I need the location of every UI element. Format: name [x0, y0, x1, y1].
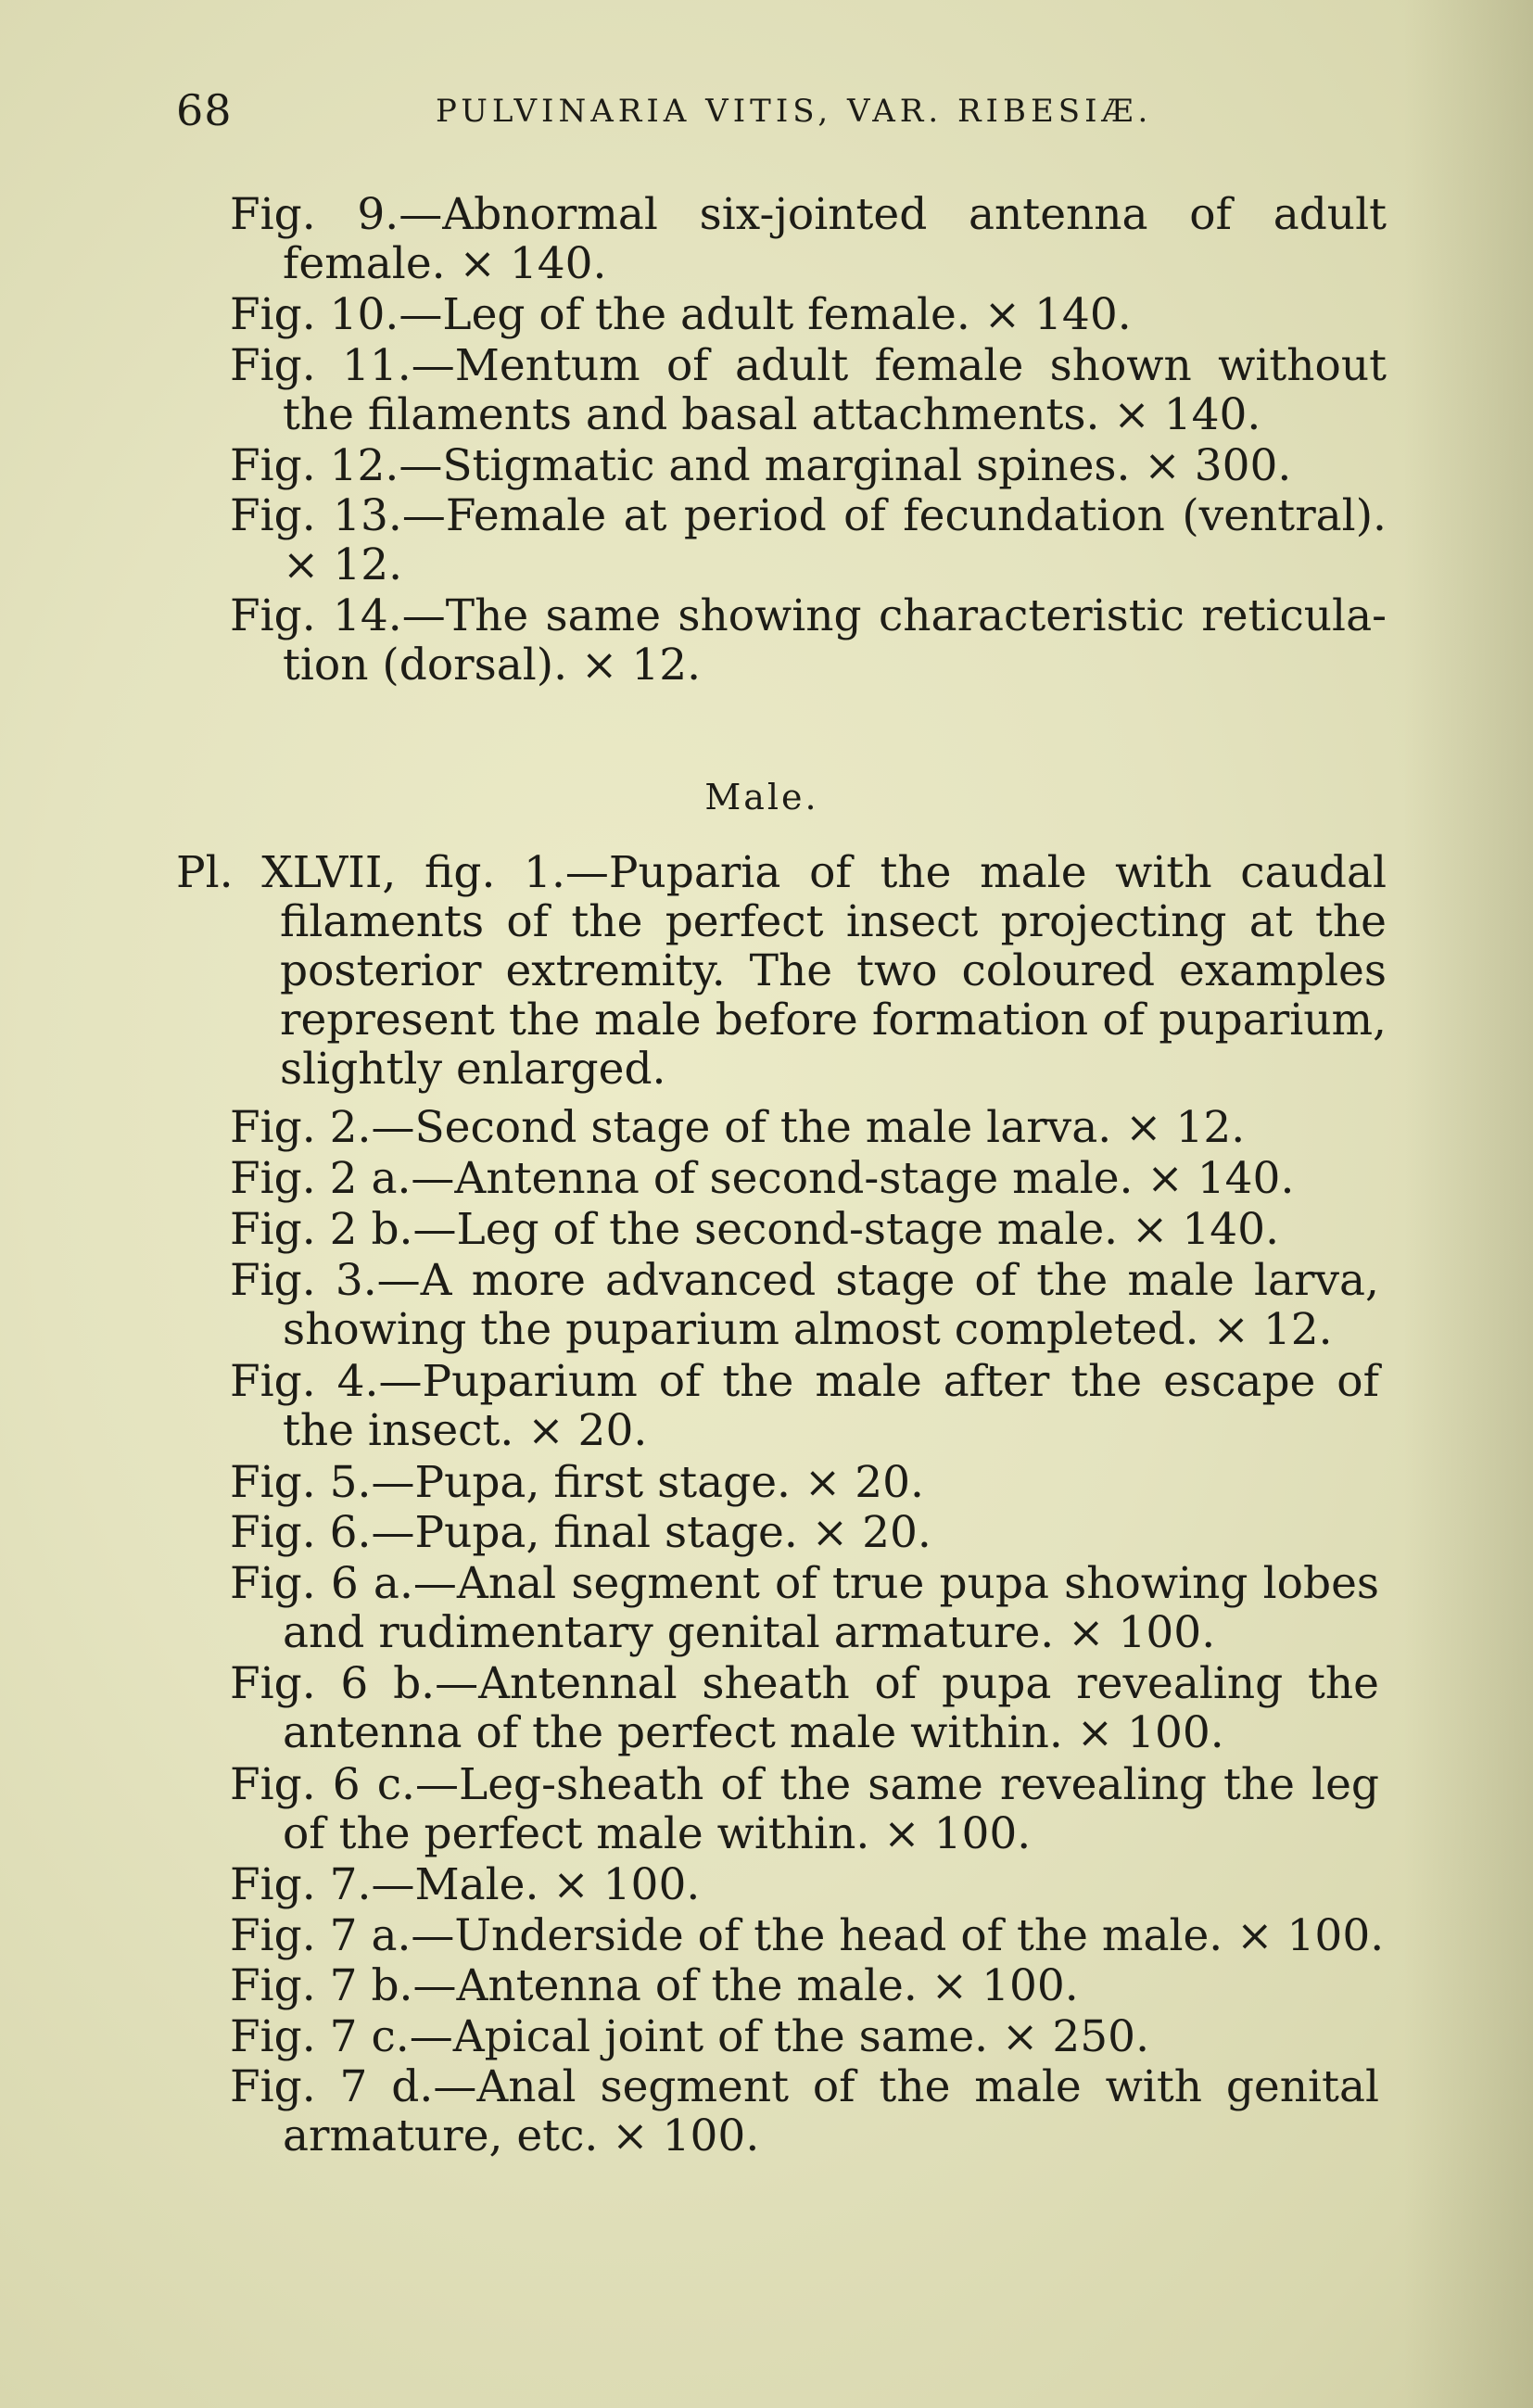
- caption-line: Fig. 12.—Stigmatic and marginal spines. × 300.: [230, 440, 1292, 491]
- caption-line: Fig. 7 a.—Underside of the head of the male. × 100.: [230, 1910, 1385, 1961]
- male-figure-caption: [230, 1154, 1349, 1203]
- male-figure-caption: [230, 2062, 1379, 2161]
- male-figure-caption: [230, 1103, 1312, 1152]
- caption-line: Fig. 6.—Pupa, final stage. × 20.: [230, 1507, 931, 1558]
- male-figure-caption: [230, 1508, 999, 1557]
- caption-line: Fig. 6 b.—Antennal sheath of pupa revealing the: [230, 1658, 1379, 1709]
- caption-line: Pl. XLVII, fig. 1.—Puparia of the male with caudal: [176, 847, 1387, 898]
- caption-line: of the perfect male within. × 100.: [283, 1808, 1032, 1859]
- caption-line: Fig. 2.—Second stage of the male larva. × 12.: [230, 1102, 1246, 1153]
- caption-line: armature, etc. × 100.: [283, 2110, 760, 2161]
- female-figure-caption: [230, 290, 1203, 339]
- male-figure-caption: [176, 848, 1387, 1094]
- caption-line: Fig. 6 c.—Leg-sheath of the same revealing the leg: [230, 1759, 1379, 1810]
- caption-line: Fig. 2 b.—Leg of the second-stage male. × 140.: [230, 1204, 1280, 1255]
- caption-line: Fig. 9.—Abnormal six-jointed antenna of adult: [230, 189, 1387, 240]
- female-figure-caption: [230, 491, 1387, 589]
- male-figure-caption: [230, 1205, 1333, 1254]
- caption-line: the insect. × 20.: [283, 1405, 648, 1456]
- caption-line: Fig. 13.—Female at period of fecundation (ventral).: [230, 490, 1387, 541]
- caption-line: Fig. 10.—Leg of the adult female. × 140.: [230, 289, 1132, 340]
- male-figure-caption: [230, 1559, 1379, 1657]
- section-heading-male: [0, 777, 1533, 817]
- male-figure-caption: [230, 2012, 1212, 2061]
- caption-line: Fig. 7 c.—Apical joint of the same. × 250.: [230, 2011, 1150, 2062]
- caption-line: Fig. 4.—Puparium of the male after the escape of: [230, 1356, 1379, 1407]
- running-title: PULVINARIA VITIS, VAR. RIBESIÆ.: [436, 93, 1153, 130]
- male-figure-caption: [230, 1357, 1379, 1455]
- caption-line: Fig. 3.—A more advanced stage of the male larva,: [230, 1255, 1379, 1306]
- caption-line: and rudimentary genital armature. × 100.: [283, 1607, 1216, 1658]
- caption-line: represent the male before formation of puparium,: [280, 995, 1387, 1046]
- caption-line: the filaments and basal attachments. × 140.: [283, 389, 1261, 440]
- male-figure-caption: [230, 1860, 767, 1909]
- caption-line: Fig. 7.—Male. × 100.: [230, 1859, 701, 1910]
- caption-line: Fig. 2 a.—Antenna of second-stage male. × 140.: [230, 1153, 1295, 1204]
- caption-line: posterior extremity. The two coloured examples: [280, 945, 1387, 996]
- page-edge-shadow: [1403, 0, 1533, 2408]
- caption-line: showing the puparium almost completed. × 12.: [283, 1304, 1333, 1355]
- caption-line: Fig. 6 a.—Anal segment of true pupa showing lobes: [230, 1558, 1379, 1609]
- running-head: [176, 85, 1400, 150]
- caption-line: filaments of the perfect insect projecting at the: [280, 896, 1387, 947]
- page-number: 68: [176, 85, 233, 135]
- caption-line: slightly enlarged.: [280, 1044, 666, 1095]
- section-heading-text: Male.: [704, 777, 819, 817]
- caption-line: Fig. 5.—Pupa, first stage. × 20.: [230, 1457, 924, 1508]
- caption-line: Fig. 11.—Mentum of adult female shown without: [230, 340, 1387, 391]
- female-figure-caption: [230, 591, 1387, 690]
- caption-line: Fig. 14.—The same showing characteristic reticula-: [230, 590, 1387, 641]
- male-figure-caption: [230, 1659, 1379, 1757]
- caption-line: Fig. 7 d.—Anal segment of the male with genital: [230, 2061, 1379, 2112]
- female-figure-caption: [230, 190, 1387, 288]
- female-figure-caption: [230, 441, 1342, 490]
- male-figure-caption: [230, 1458, 990, 1507]
- caption-line: × 12.: [283, 539, 403, 590]
- male-figure-caption: [230, 1256, 1379, 1354]
- female-figure-caption: [230, 341, 1387, 439]
- male-figure-caption: [230, 1910, 1385, 1961]
- caption-line: Fig. 7 b.—Antenna of the male. × 100.: [230, 1960, 1079, 2011]
- male-figure-caption: [230, 1961, 1138, 2010]
- caption-line: tion (dorsal). × 12.: [283, 640, 702, 691]
- male-figure-caption: [230, 1760, 1379, 1858]
- caption-line: female. × 140.: [283, 238, 607, 289]
- caption-line: antenna of the perfect male within. × 100.: [283, 1707, 1224, 1758]
